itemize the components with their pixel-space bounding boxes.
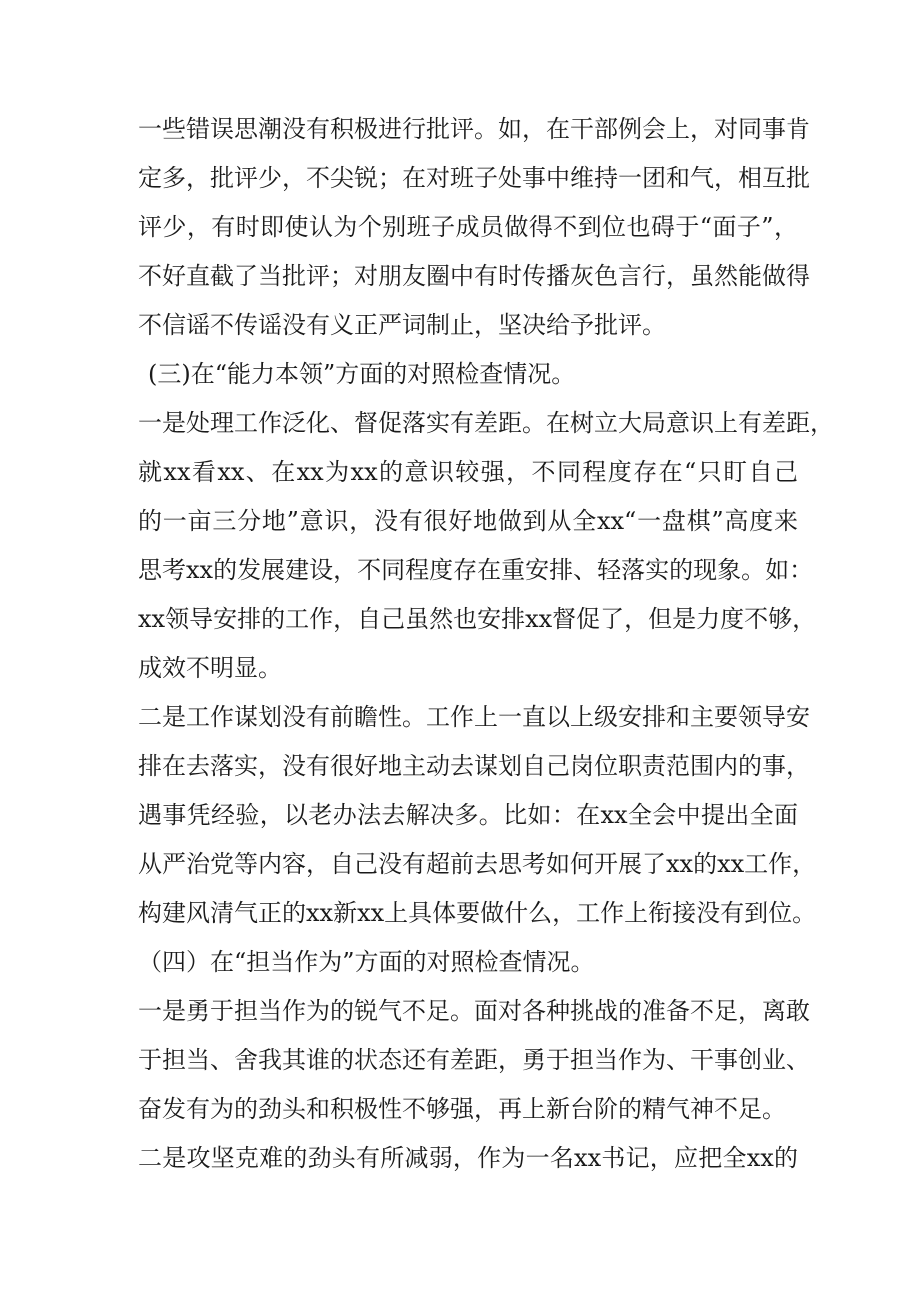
paragraph-line: xx领导安排的工作，自己虽然也安排xx督促了，但是力度不够， xyxy=(138,605,817,633)
paragraph-line: 一些错误思潮没有积极进行批评。如，在干部例会上，对同事肯 xyxy=(138,115,810,143)
paragraph-line: 成效不明显。 xyxy=(138,654,282,682)
paragraph-line: 构建风清气正的xx新xx上具体要做什么，工作上衔接没有到位。 xyxy=(138,899,817,927)
paragraph-line: 一是处理工作泛化、督促落实有差距。在树立大局意识上有差距， xyxy=(138,409,834,437)
paragraph-line: 二是攻坚克难的劲头有所减弱，作为一名xx书记，应把全xx的 xyxy=(138,1144,798,1172)
paragraph-line: 定多，批评少，不尖锐；在对班子处事中维持一团和气，相互批 xyxy=(138,164,810,192)
paragraph-line: 一是勇于担当作为的锐气不足。面对各种挑战的准备不足，离敢 xyxy=(138,997,810,1025)
paragraph-line: 评少，有时即使认为个别班子成员做得不到位也碍于“面子”， xyxy=(138,213,798,241)
paragraph-line: 排在去落实，没有很好地主动去谋划自己岗位职责范围内的事， xyxy=(138,752,810,780)
paragraph-line: 就xx看xx、在xx为xx的意识较强，不同程度存在“只盯自己 xyxy=(138,458,798,486)
paragraph-line: 不信谣不传谣没有义正严词制止，坚决给予批评。 xyxy=(138,311,666,339)
section-heading: （四）在“担当作为”方面的对照检查情况。 xyxy=(138,948,595,976)
paragraph-line: 遇事凭经验，以老办法去解决多。比如：在xx全会中提出全面 xyxy=(138,801,798,829)
paragraph-line: 从严治党等内容，自己没有超前去思考如何开展了xx的xx工作， xyxy=(138,850,817,878)
paragraph-line: 奋发有为的劲头和积极性不够强，再上新台阶的精气神不足。 xyxy=(138,1095,786,1123)
paragraph-line: 思考xx的发展建设，不同程度存在重安排、轻落实的现象。如： xyxy=(138,556,814,584)
paragraph-line: 于担当、舍我其谁的状态还有差距，勇于担当作为、干事创业、 xyxy=(138,1046,810,1074)
paragraph-line: 二是工作谋划没有前瞻性。工作上一直以上级安排和主要领导安 xyxy=(138,703,810,731)
section-heading: (三)在“能力本领”方面的对照检查情况。 xyxy=(148,360,576,388)
paragraph-line: 的一亩三分地”意识，没有很好地做到从全xx“一盘棋”高度来 xyxy=(138,507,798,535)
paragraph-line: 不好直截了当批评；对朋友圈中有时传播灰色言行，虽然能做得 xyxy=(138,262,810,290)
